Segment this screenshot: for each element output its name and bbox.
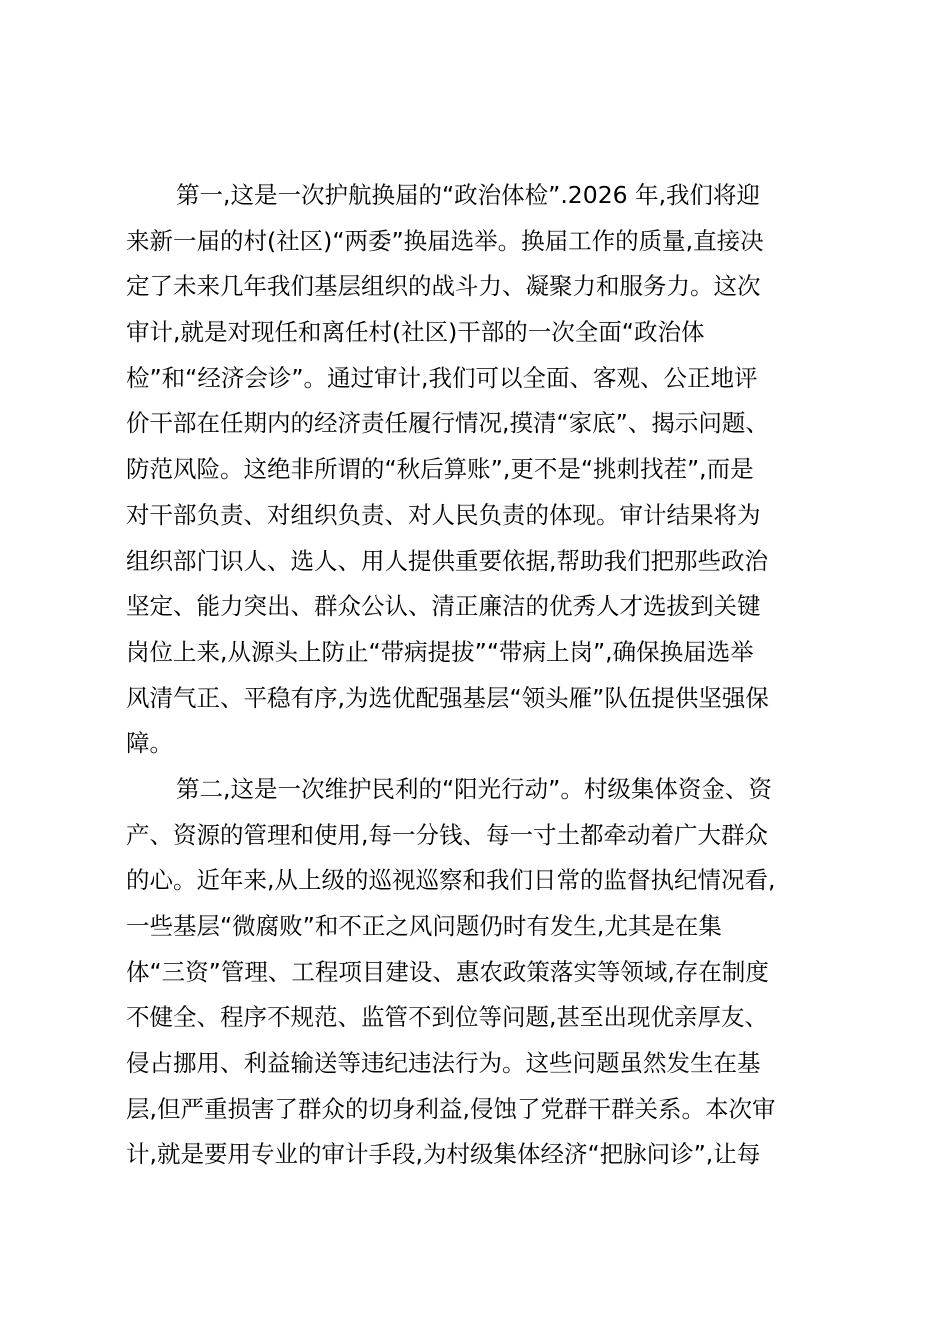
paragraph-1-line-4: 审计,就是对现任和离任村(社区)干部的一次全面“政治体 xyxy=(126,318,705,347)
paragraph-2-line-2: 产、资源的管理和使用,每一分钱、每一寸土都牵动着广大群众 xyxy=(126,820,768,849)
paragraph-1-line-2: 来新一届的村(社区)“两委”换届选举。换届工作的质量,直接决 xyxy=(126,226,764,255)
paragraph-1-line-12: 风清气正、平稳有序,为选优配强基层“领头雁”队伍提供坚强保 xyxy=(126,683,769,712)
paragraph-1-line-1: 第一,这是一次护航换届的“政治体检”.2026 年,我们将迎 xyxy=(176,181,761,209)
paragraph-2-line-9: 计,就是要用专业的审计手段,为村级集体经济“把脉问诊”,让每 xyxy=(126,1140,761,1169)
paragraph-1-line-3: 定了未来几年我们基层组织的战斗力、凝聚力和服务力。这次 xyxy=(126,272,761,301)
paragraph-1-line-9: 组织部门识人、选人、用人提供重要依据,帮助我们把那些政治 xyxy=(126,546,768,575)
paragraph-1-line-5: 检”和“经济会诊”。通过审计,我们可以全面、客观、公正地评 xyxy=(126,363,758,392)
paragraph-2-line-1: 第二,这是一次维护民利的“阳光行动”。村级集体资金、资 xyxy=(176,774,772,803)
paragraph-2-line-6: 不健全、程序不规范、监管不到位等问题,甚至出现优亲厚友、 xyxy=(126,1003,768,1032)
paragraph-2-line-3: 的心。近年来,从上级的巡视巡察和我们日常的监督执纪情况看, xyxy=(126,866,776,895)
paragraph-1-line-11: 岗位上来,从源头上防止“带病提拔”“带病上岗”,确保换届选举 xyxy=(126,637,754,666)
paragraph-1-line-8: 对干部负责、对组织负责、对人民负责的体现。审计结果将为 xyxy=(126,500,761,529)
paragraph-1-line-10: 坚定、能力突出、群众公认、清正廉洁的优秀人才选拔到关键 xyxy=(126,592,761,621)
paragraph-2-line-8: 层,但严重损害了群众的切身利益,侵蚀了党群干群关系。本次审 xyxy=(126,1094,776,1123)
paragraph-2-line-4: 一些基层“微腐败”和不正之风问题仍时有发生,尤其是在集 xyxy=(126,912,722,940)
paragraph-2-line-7: 侵占挪用、利益输送等违纪违法行为。这些问题虽然发生在基 xyxy=(126,1049,761,1078)
paragraph-1-line-7: 防范风险。这绝非所谓的“秋后算账”,更不是“挑刺找茬”,而是 xyxy=(126,455,754,484)
paragraph-1-line-13: 障。 xyxy=(126,729,173,758)
body-text xyxy=(126,173,836,1178)
paragraph-2-line-5: 体“三资”管理、工程项目建设、惠农政策落实等领域,存在制度 xyxy=(126,957,769,986)
paragraph-1-line-6: 价干部在任期内的经济责任履行情况,摸清“家底”、揭示问题、 xyxy=(126,409,769,438)
